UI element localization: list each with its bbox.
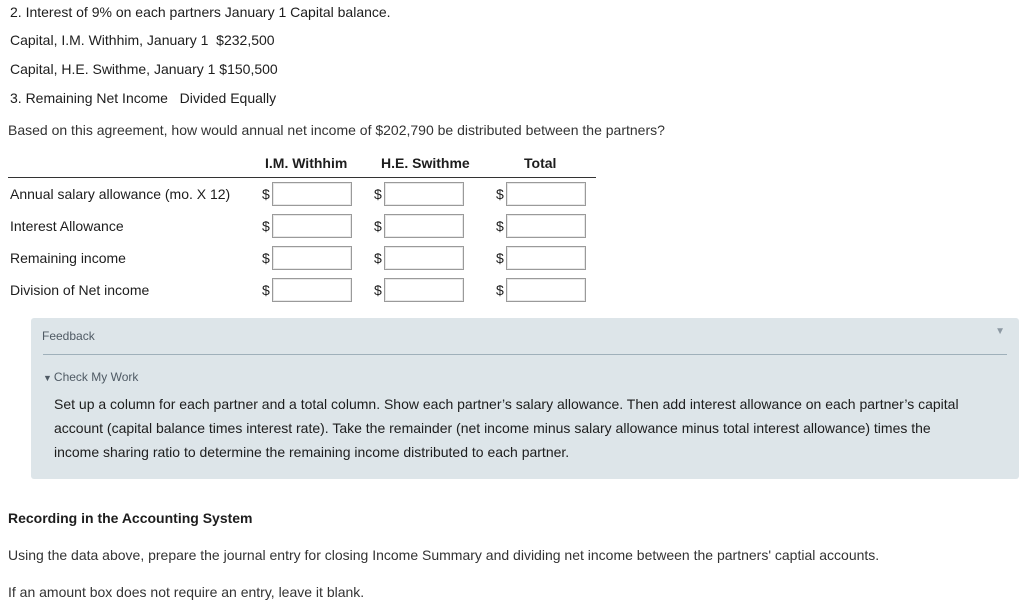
row-label-interest: Interest Allowance bbox=[10, 218, 124, 234]
capital-withhim: Capital, I.M. Withhim, January 1 $232,500 bbox=[10, 32, 275, 48]
salary-swithme-input[interactable] bbox=[384, 182, 464, 206]
dollar-sign: $ bbox=[496, 218, 504, 234]
dollar-sign: $ bbox=[262, 250, 270, 266]
dollar-sign: $ bbox=[262, 282, 270, 298]
remaining-swithme-input[interactable] bbox=[384, 246, 464, 270]
interest-swithme-input[interactable] bbox=[384, 214, 464, 238]
dollar-sign: $ bbox=[496, 282, 504, 298]
dollar-sign: $ bbox=[496, 186, 504, 202]
dollar-sign: $ bbox=[262, 218, 270, 234]
dollar-sign: $ bbox=[374, 218, 382, 234]
salary-total-input[interactable] bbox=[506, 182, 586, 206]
feedback-title: Feedback bbox=[42, 329, 95, 343]
col-header-swithme: H.E. Swithme bbox=[381, 155, 470, 171]
question-text: Based on this agreement, how would annual net income of $202,790 be distributed between the partners? bbox=[8, 122, 665, 138]
row-label-division: Division of Net income bbox=[10, 282, 150, 298]
dollar-sign: $ bbox=[496, 250, 504, 266]
remaining-total-input[interactable] bbox=[506, 246, 586, 270]
feedback-divider bbox=[43, 354, 1007, 355]
remaining-income-term: 3. Remaining Net Income Divided Equally bbox=[10, 90, 277, 106]
interest-term: 2. Interest of 9% on each partners January 1 Capital balance. bbox=[10, 4, 391, 20]
expand-triangle-icon: ▼ bbox=[43, 373, 52, 383]
feedback-text: Set up a column for each partner and a total column. Show each partner’s salary allowance. Then add interest allowance on each partner’s capital account (capital balance times interest rate). Take the remainder (net income minus salary allowance minus total interest allowance) times the income sharing ratio to determine the remaining income distributed to each partner. bbox=[54, 396, 959, 460]
check-my-work-toggle[interactable] bbox=[43, 370, 138, 384]
division-withhim-input[interactable] bbox=[272, 278, 352, 302]
dollar-sign: $ bbox=[374, 282, 382, 298]
recording-note: If an amount box does not require an entry, leave it blank. bbox=[8, 584, 365, 600]
remaining-withhim-input[interactable] bbox=[272, 246, 352, 270]
capital-swithme: Capital, H.E. Swithme, January 1 $150,500 bbox=[10, 61, 278, 77]
recording-instruction: Using the data above, prepare the journal entry for closing Income Summary and dividing net income between the partners' captial accounts. bbox=[8, 547, 880, 563]
row-label-salary: Annual salary allowance (mo. X 12) bbox=[10, 186, 231, 202]
division-swithme-input[interactable] bbox=[384, 278, 464, 302]
col-header-total: Total bbox=[524, 155, 557, 171]
collapse-triangle-icon[interactable]: ▼ bbox=[995, 326, 1005, 337]
check-my-work-label: Check My Work bbox=[53, 370, 139, 384]
header-divider bbox=[8, 177, 596, 178]
dollar-sign: $ bbox=[374, 250, 382, 266]
row-label-remaining: Remaining income bbox=[10, 250, 126, 266]
col-header-withhim: I.M. Withhim bbox=[265, 155, 348, 171]
dollar-sign: $ bbox=[262, 186, 270, 202]
feedback-panel bbox=[31, 318, 1019, 479]
dollar-sign: $ bbox=[374, 186, 382, 202]
recording-section-title: Recording in the Accounting System bbox=[8, 510, 253, 526]
interest-withhim-input[interactable] bbox=[272, 214, 352, 238]
interest-total-input[interactable] bbox=[506, 214, 586, 238]
salary-withhim-input[interactable] bbox=[272, 182, 352, 206]
division-total-input[interactable] bbox=[506, 278, 586, 302]
